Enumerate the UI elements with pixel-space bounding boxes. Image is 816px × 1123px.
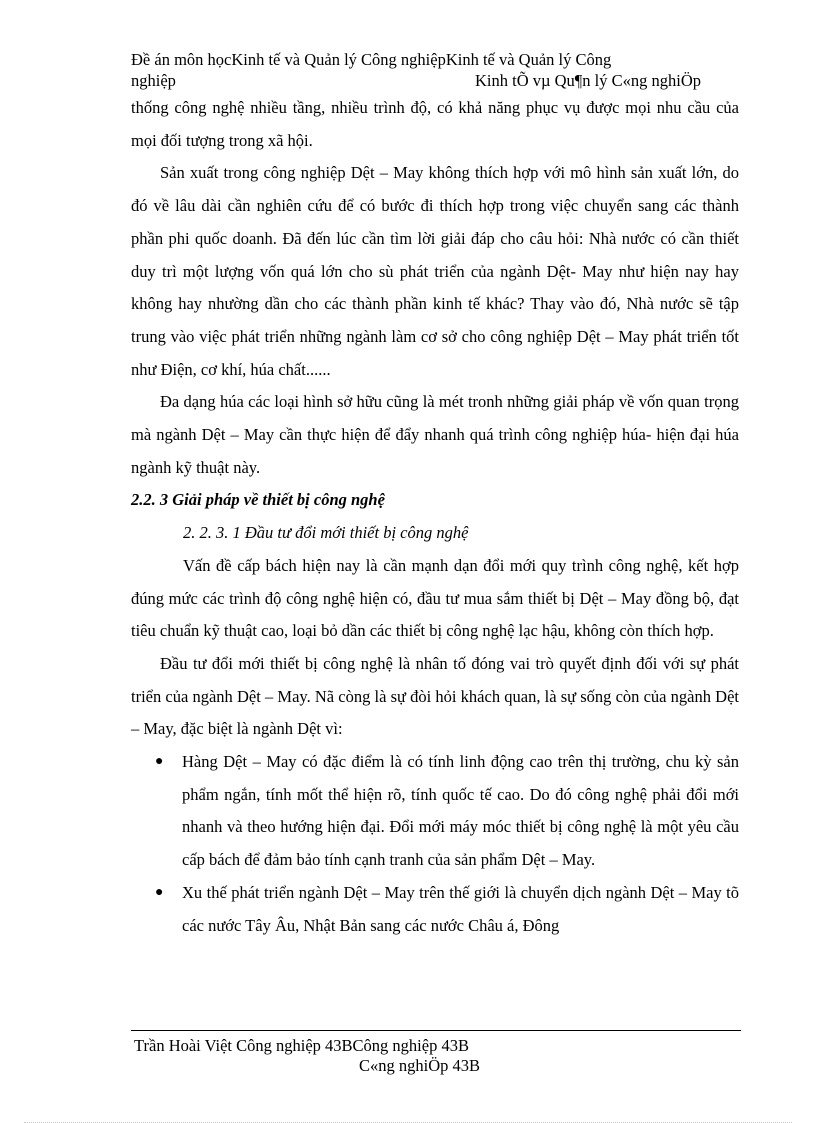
paragraph: thống công nghệ nhiều tầng, nhiều trình độ, có khả năng phục vụ được mọi nhu cầu của mọi đối tượng trong xã hội. (131, 98, 739, 150)
list-item-text: Hàng Dệt – May có đặc điểm là có tính linh động cao trên thị trường, chu kỳ sản phẩm ngắn, tính mốt thể hiện rõ, tính quốc tế cao. Do đó công nghệ phải đổi mới nhanh và theo hướng hiện đại. Đổi mới máy móc thiết bị công nghệ là một yêu cầu cấp bách để đảm bảo tính cạnh tranh của sản phẩm Dệt – May. (182, 752, 739, 870)
footer-divider (131, 1030, 741, 1031)
paragraph: Đa dạng húa các loại hình sở hữu cũng là mét tronh những giải pháp về vốn quan trọng mà ngành Dệt – May cần thực hiện để đẩy nhanh quá trình công nghiệp húa- hiện đại húa ngành kỹ thuật này. (131, 392, 739, 477)
bullet-list (131, 746, 739, 942)
section-heading: 2.2. 3 Giải pháp về thiết bị công nghệ (131, 490, 385, 510)
subsection-heading: 2. 2. 3. 1 Đầu tư đổi mới thiết bị công nghệ (183, 523, 469, 543)
running-header-left: nghiệp (131, 71, 176, 90)
running-footer-line-2: C«ng nghiÖp 43B (359, 1056, 481, 1075)
running-header-line-1: Đề án môn họcKinh tế và Quản lý Công nghiệpKinh tế và Quản lý Công (131, 50, 612, 69)
running-header-right: Kinh tÕ vµ Qu¶n lý C«ng nghiÖp (475, 71, 701, 90)
list-item-text: Xu thế phát triển ngành Dệt – May trên thế giới là chuyển dịch ngành Dệt – May tõ các nước Tây Âu, Nhật Bản sang các nước Châu á, Đông (182, 882, 739, 935)
list-item (131, 746, 739, 877)
bullet-icon: ● (155, 884, 164, 900)
paragraph: Đầu tư đổi mới thiết bị công nghệ là nhân tố đóng vai trò quyết định đối với sự phát triển của ngành Dệt – May. Nã còng là sự đòi hỏi khách quan, là sự sống còn của ngành Dệt – May, đặc biệt là ngành Dệt vì: (131, 653, 739, 739)
running-footer-line-1: Trần Hoài Việt Công nghiệp 43BCông nghiệp 43B (134, 1036, 469, 1055)
paragraph: Vấn đề cấp bách hiện nay là cần mạnh dạn đổi mới quy trình công nghệ, kết hợp đúng mức các trình độ công nghệ hiện có, đầu tư mua sắm thiết bị Dệt – May đồng bộ, đạt tiêu chuẩn kỹ thuật cao, loại bỏ dần các thiết bị công nghệ lạc hậu, không còn thích hợp. (131, 555, 739, 641)
list-item (131, 877, 739, 942)
running-header-line-2 (131, 71, 751, 91)
paragraph: Sản xuất trong công nghiệp Dệt – May không thích hợp với mô hình sản xuất lớn, do đó về lâu dài cần nghiên cứu để có bước đi thích hợp trong việc chuyển sang các thành phần phi quốc doanh. Đã đến lúc cần tìm lời giải đáp cho câu hỏi: Nhà nước có cần thiết duy trì một lượng vốn quá lớn cho sù phát triển của ngành Dệt- May như hiện nay hay không hay nhường dần cho các thành phần kinh tế khác? Thay vào đó, Nhà nước sẽ tập trung vào việc phát triển những ngành làm cơ sở cho công nghiệp Dệt – May phát triển tốt như Điện, cơ khí, húa chất...... (131, 163, 739, 379)
document-body (131, 92, 739, 942)
bullet-icon: ● (155, 754, 164, 770)
